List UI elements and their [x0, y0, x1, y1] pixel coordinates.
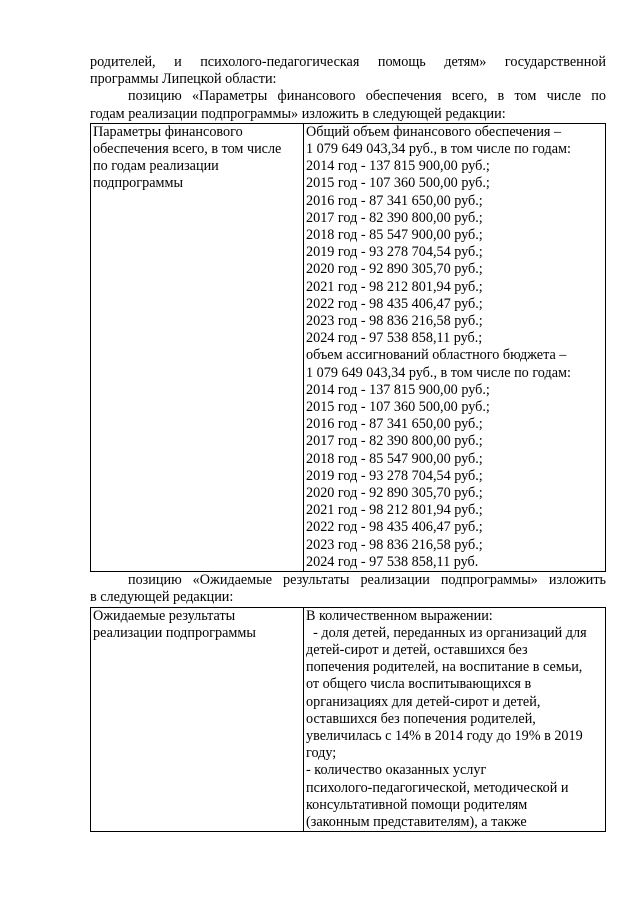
- results-value-line: - количество оказанных услуг: [306, 762, 487, 779]
- finance-table-row: [91, 123, 606, 571]
- intro-line-1: родителей, и психолого-педагогическая помощь детям» государственной: [90, 54, 606, 70]
- finance-value-line: 2020 год - 92 890 305,70 руб.;: [306, 485, 483, 502]
- results-value-line: детей-сирот и детей, оставшихся без: [306, 641, 528, 658]
- results-value-line: оставшихся без попечения родителей,: [306, 710, 536, 727]
- finance-value-line: 2014 год - 137 815 900,00 руб.;: [306, 381, 490, 398]
- results-paragraph-line-2: в следующей редакции:: [90, 589, 234, 606]
- finance-value-line: 2018 год - 85 547 900,00 руб.;: [306, 227, 483, 244]
- finance-value-line: 2016 год - 87 341 650,00 руб.;: [306, 192, 483, 209]
- finance-value-line: 2024 год - 97 538 858,11 руб.;: [306, 330, 483, 347]
- results-value-line: году;: [306, 745, 337, 762]
- results-value-line: организациях для детей-сирот и детей,: [306, 693, 541, 710]
- finance-value-line: 2015 год - 107 360 500,00 руб.;: [306, 175, 490, 192]
- finance-value-line: 1 079 649 043,34 руб., в том числе по годам:: [306, 141, 571, 158]
- finance-value-line: 2015 год - 107 360 500,00 руб.;: [306, 399, 490, 416]
- results-value-line: (законным представителям), а также: [306, 813, 527, 830]
- finance-value-line: 2018 год - 85 547 900,00 руб.;: [306, 450, 483, 467]
- finance-value-line: Общий объем финансового обеспечения –: [306, 123, 562, 140]
- results-value-line: консультативной помощи родителям: [306, 796, 528, 813]
- finance-value-line: 2017 год - 82 390 800,00 руб.;: [306, 433, 483, 450]
- results-value-line: - доля детей, переданных из организаций для: [306, 624, 587, 641]
- intro-paragraph: [90, 54, 606, 88]
- finance-value-line: 2021 год - 98 212 801,94 руб.;: [306, 278, 483, 295]
- results-value-line: от общего числа воспитывающихся в: [306, 676, 532, 693]
- finance-table-value-cell: [304, 123, 606, 571]
- finance-paragraph-line-2: годам реализации подпрограммы» изложить в следующей редакции:: [90, 105, 506, 122]
- finance-value-line: 2014 год - 137 815 900,00 руб.;: [306, 158, 490, 175]
- finance-label-line: обеспечения всего, в том числе: [93, 141, 282, 158]
- finance-value-line: 2019 год - 93 278 704,54 руб.;: [306, 467, 483, 484]
- document-page: [90, 54, 606, 832]
- finance-table: [90, 123, 606, 572]
- results-value-line: В количественном выражении:: [306, 607, 493, 624]
- results-label-line: реализации подпрограммы: [93, 624, 256, 641]
- finance-value-line: объем ассигнований областного бюджета –: [306, 347, 567, 364]
- results-paragraph: [90, 572, 606, 606]
- finance-table-label-cell: [91, 123, 304, 571]
- finance-value-line: 2016 год - 87 341 650,00 руб.;: [306, 416, 483, 433]
- results-table: [90, 607, 606, 833]
- finance-value-line: 2020 год - 92 890 305,70 руб.;: [306, 261, 483, 278]
- finance-value-line: 2023 год - 98 836 216,58 руб.;: [306, 313, 483, 330]
- results-table-label-cell: [91, 607, 304, 832]
- finance-value-line: 2021 год - 98 212 801,94 руб.;: [306, 502, 483, 519]
- finance-value-line: 2022 год - 98 435 406,47 руб.;: [306, 519, 483, 536]
- finance-value-line: 2017 год - 82 390 800,00 руб.;: [306, 209, 483, 226]
- finance-value-line: 1 079 649 043,34 руб., в том числе по годам:: [306, 364, 571, 381]
- finance-paragraph-line-1: позицию «Параметры финансового обеспечения всего, в том числе по: [128, 88, 606, 105]
- finance-paragraph: [90, 88, 606, 122]
- finance-value-line: 2022 год - 98 435 406,47 руб.;: [306, 295, 483, 312]
- results-value-line: увеличилась с 14% в 2014 году до 19% в 2019: [306, 727, 583, 744]
- results-table-row: [91, 607, 606, 832]
- results-value-line: психолого-педагогической, методической и: [306, 779, 569, 796]
- finance-label-line: по годам реализации: [93, 158, 219, 175]
- finance-value-line: 2024 год - 97 538 858,11 руб.: [306, 553, 479, 570]
- results-label-line: Ожидаемые результаты: [93, 607, 236, 624]
- results-value-line: попечения родителей, на воспитание в семьи,: [306, 659, 583, 676]
- finance-label-line: подпрограммы: [93, 175, 183, 192]
- finance-value-line: 2019 год - 93 278 704,54 руб.;: [306, 244, 483, 261]
- finance-label-line: Параметры финансового: [93, 123, 243, 140]
- results-table-value-cell: [304, 607, 606, 832]
- intro-line-2: программы Липецкой области:: [90, 71, 277, 88]
- finance-value-line: 2023 год - 98 836 216,58 руб.;: [306, 536, 483, 553]
- results-paragraph-line-1: позицию «Ожидаемые результаты реализации подпрограммы» изложить: [128, 572, 606, 589]
